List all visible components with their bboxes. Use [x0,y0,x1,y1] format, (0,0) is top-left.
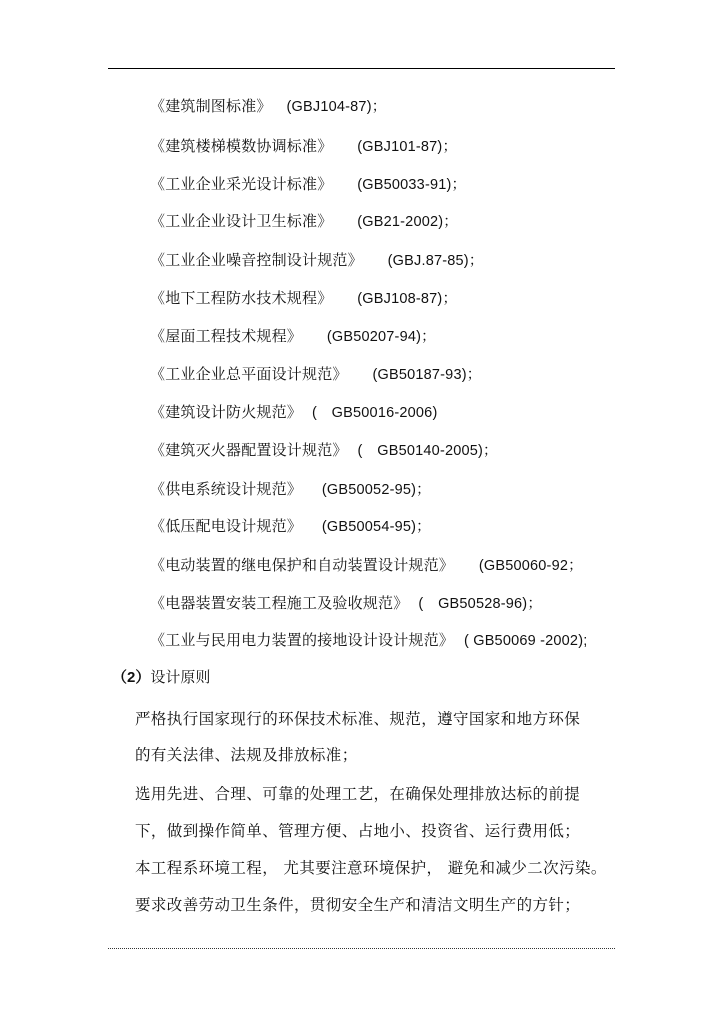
standard-item [150,327,436,346]
standard-item [150,175,466,194]
standard-name: 《供电系统设计规范》 [150,480,303,498]
standard-name: 《电器装置安装工程施工及验收规范》 [150,594,409,612]
standard-name: 《建筑楼梯模数协调标准》 [150,137,333,155]
header-rule [108,68,615,69]
paragraph-line: 选用先进、合理、可靠的处理工艺，在确保处理排放达标的前提 [135,785,581,803]
standard-code: (GB50052-95)； [321,482,431,498]
standard-name: 《建筑制图标准》 [150,97,272,115]
standard-item [150,556,583,575]
standard-name: 《建筑设计防火规范》 [150,403,303,421]
section-heading [112,668,210,687]
standard-code: (GB50187-93)； [372,367,482,383]
paragraph-line: 严格执行国家现行的环保技术标准、规范，遵守国家和地方环保 [135,710,581,728]
standard-item [150,594,542,613]
standard-code: ( GB50069 -2002); [463,633,588,649]
standard-item [150,137,457,156]
standard-name: 《工业与民用电力装置的接地设计设计规范》 [150,631,455,649]
standard-name: 《工业企业采光设计标准》 [150,175,333,193]
standard-item [150,97,386,116]
standard-code: (GB50033-91)； [357,177,467,193]
standard-item [150,403,437,422]
standard-code: (GB50207-94)； [326,329,436,345]
section-title: 设计原则 [150,668,211,686]
standard-name: 《低压配电设计规范》 [150,517,303,535]
footer-rule [108,948,615,949]
standard-name: 《工业企业总平面设计规范》 [150,365,348,383]
paragraph-line: 下，做到操作简单、管理方便、占地小、投资省、运行费用低； [135,822,581,840]
standard-name: 《工业企业设计卫生标准》 [150,212,333,230]
standard-item [150,441,498,460]
section-number: （2） [112,669,151,686]
standard-code: (GBJ101-87)； [357,139,458,155]
standard-item [150,517,431,536]
standard-code: (GBJ104-87)； [286,99,387,115]
standard-name: 《电动装置的继电保护和自动装置设计规范》 [150,556,455,574]
standard-code: ( GB50016-2006) [311,405,438,421]
standard-code: (GBJ.87-85)； [387,253,484,269]
standard-item [150,365,481,384]
standard-item [150,480,431,499]
standard-code: ( GB50140-2005)； [357,443,498,459]
standard-code: (GBJ108-87)； [357,291,458,307]
standard-name: 《地下工程防水技术规程》 [150,289,333,307]
paragraph-line: 本工程系环境工程， 尤其要注意环境保护， 避免和减少二次污染。 [135,859,607,877]
standard-code: ( GB50528-96)； [418,596,543,612]
standard-name: 《建筑灭火器配置设计规范》 [150,441,348,459]
standard-code: (GB50060-92； [478,558,583,574]
standard-item [150,251,484,270]
standard-item [150,631,587,650]
standard-code: (GB21-2002)； [357,214,458,230]
standard-item [150,212,458,231]
standard-item [150,289,457,308]
standard-code: (GB50054-95)； [321,519,431,535]
standard-name: 《工业企业噪音控制设计规范》 [150,251,363,269]
paragraph-line: 的有关法律、法规及排放标准； [135,746,358,764]
paragraph-line: 要求改善劳动卫生条件，贯彻安全生产和清洁文明生产的方针； [135,896,581,914]
standard-name: 《屋面工程技术规程》 [150,327,303,345]
